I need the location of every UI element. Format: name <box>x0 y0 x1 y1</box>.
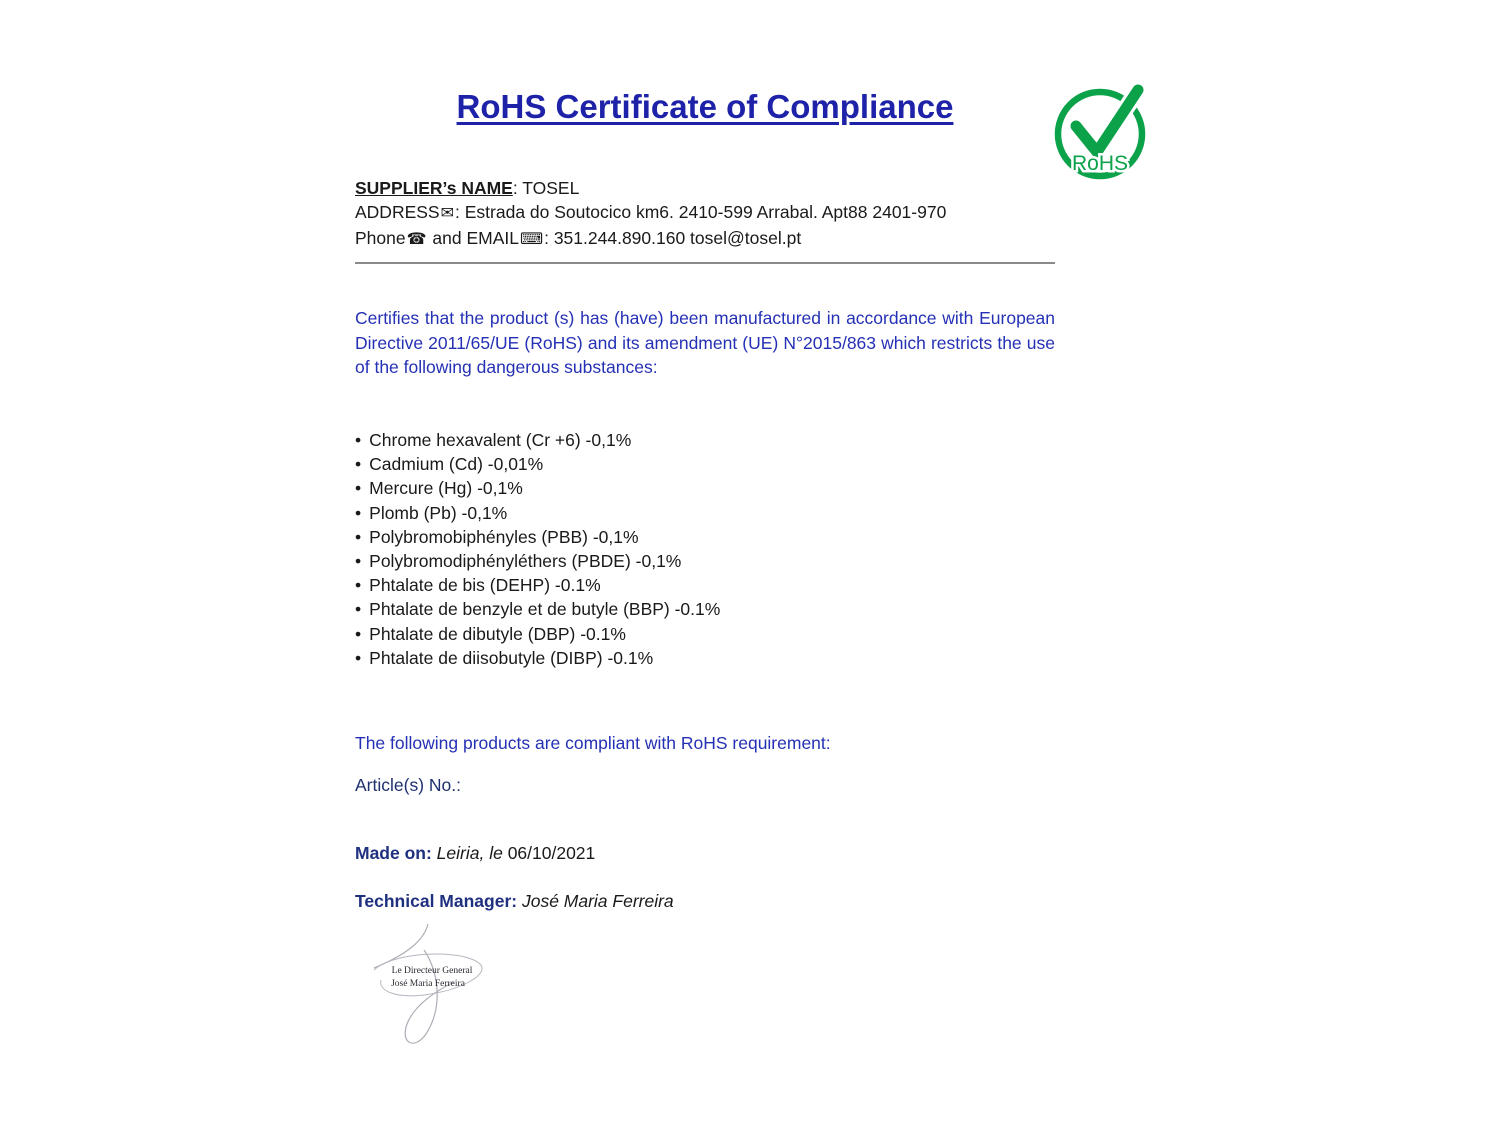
rohs-logo-label: RoHS <box>1071 152 1129 175</box>
made-on-line <box>355 843 1055 864</box>
contact-value: : 351.244.890.160 tosel@tosel.pt <box>544 228 802 248</box>
supplier-address-line <box>355 200 1055 226</box>
technical-manager-name: José Maria Ferreira <box>517 891 674 911</box>
supplier-block <box>355 176 1055 252</box>
substance-item: • Phtalate de bis (DEHP) -0.1% <box>355 573 1055 597</box>
made-on-place: Leiria, le <box>431 843 503 863</box>
substance-item: • Cadmium (Cd) -0,01% <box>355 452 1055 476</box>
certification-paragraph: Certifies that the product (s) has (have) been manufactured in accordance with European Directive 2011/65/UE (RoHS) and its amendment (UE) N°2015/863 which restricts the use of the following dangerous substances: <box>355 308 1055 377</box>
substance-item: • Mercure (Hg) -0,1% <box>355 476 1055 500</box>
signature-stroke <box>405 950 454 1043</box>
supplier-name-value: : TOSEL <box>512 178 580 198</box>
made-on-label: Made on: <box>355 843 432 863</box>
signature-block <box>358 922 508 1062</box>
substance-item: • Phtalate de dibutyle (DBP) -0.1% <box>355 622 1055 646</box>
supplier-name-line <box>355 176 1055 200</box>
supplier-name-label: SUPPLIER’s NAME <box>355 178 513 198</box>
supplier-contact-line <box>355 226 1055 252</box>
signature-name-text: José Maria Ferreira <box>391 979 465 989</box>
substance-item: • Phtalate de benzyle et de butyle (BBP) -0.1% <box>355 597 1055 621</box>
address-label: ADDRESS <box>355 202 440 222</box>
substance-item: • Chrome hexavalent (Cr +6) -0,1% <box>355 428 1055 452</box>
computer-icon: ⌨ <box>520 231 544 248</box>
signature-graphic <box>358 922 508 1062</box>
rohs-logo <box>1050 82 1154 186</box>
rohs-logo-graphic <box>1050 82 1154 186</box>
technical-manager-label: Technical Manager: <box>355 891 518 911</box>
substance-item: • Polybromobiphényles (PBB) -0,1% <box>355 525 1055 549</box>
made-on-date: 06/10/2021 <box>502 843 596 863</box>
substance-item: • Phtalate de diisobutyle (DIBP) -0.1% <box>355 646 1055 670</box>
page-title: RoHS Certificate of Compliance <box>456 88 954 125</box>
signature-title-text: Le Directeur General <box>391 966 473 976</box>
section-divider <box>355 262 1055 264</box>
address-value: : Estrada do Soutocico km6. 2410-599 Arrabal. Apt88 2401-970 <box>455 202 947 222</box>
telephone-icon: ☎ <box>406 231 427 248</box>
phone-label: Phone <box>355 228 406 248</box>
email-label: and EMAIL <box>427 228 519 248</box>
compliance-statement: The following products are compliant with RoHS requirement: <box>355 733 831 753</box>
envelope-icon: ✉ <box>440 205 455 222</box>
articles-label: Article(s) No.: <box>355 775 461 795</box>
technical-manager-line <box>355 891 1055 912</box>
substances-list <box>355 428 1055 670</box>
substance-item: • Polybromodiphényléthers (PBDE) -0,1% <box>355 549 1055 573</box>
signature-stroke <box>374 924 428 968</box>
substance-item: • Plomb (Pb) -0,1% <box>355 501 1055 525</box>
